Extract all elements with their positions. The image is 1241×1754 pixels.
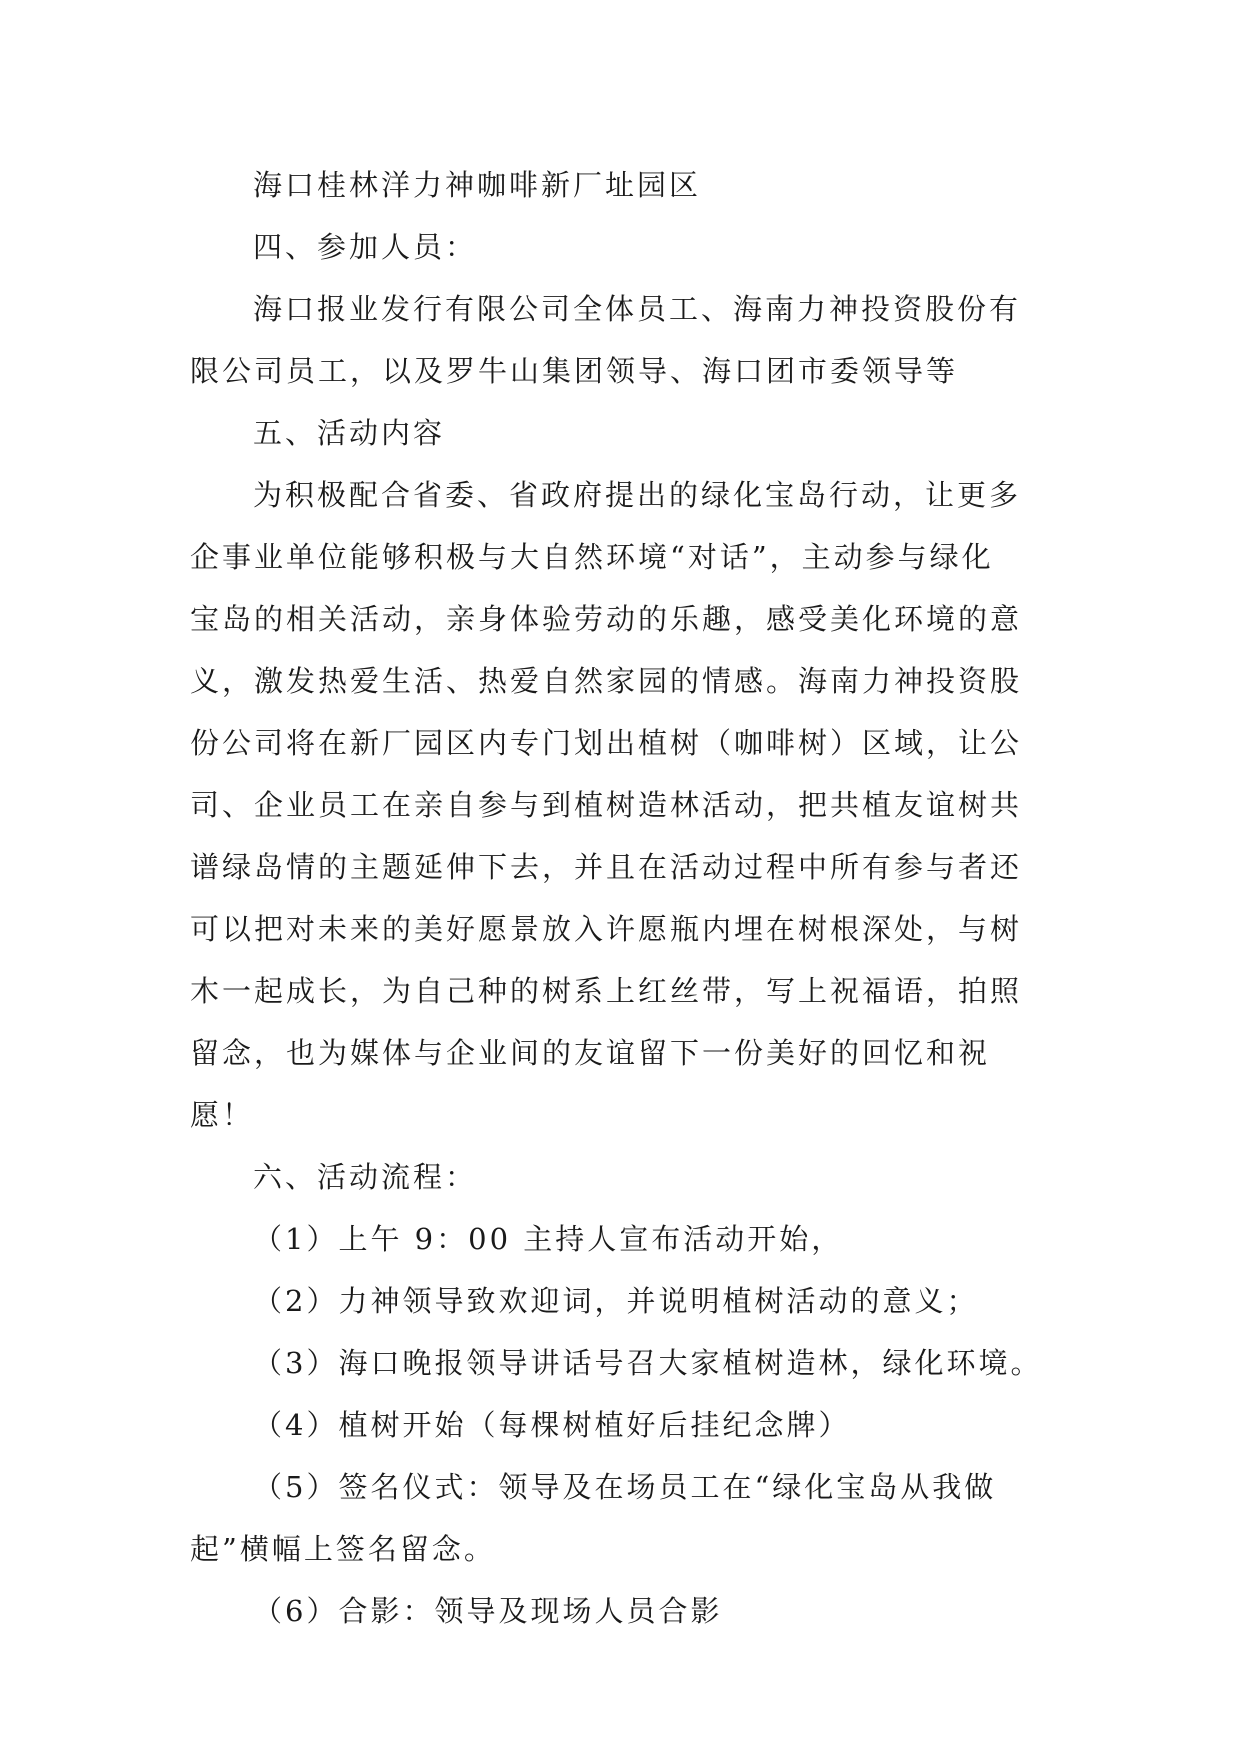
section-heading-process: 六、活动流程：: [253, 1160, 478, 1194]
process-step-3: （3）海口晚报领导讲话号召大家植树造林，绿化环境。: [253, 1346, 1043, 1380]
text-line-content-9: 木一起成长，为自己种的树系上红丝带，写上祝福语，拍照: [190, 974, 1023, 1008]
text-line-content-7: 谱绿岛情的主题延伸下去，并且在活动过程中所有参与者还: [190, 850, 1023, 884]
text-line-content-6: 司、企业员工在亲自参与到植树造林活动，把共植友谊树共: [190, 788, 1023, 822]
text-line-content-2: 企事业单位能够积极与大自然环境“对话”，主动参与绿化: [190, 540, 994, 574]
process-step-6: （6）合影：领导及现场人员合影: [253, 1594, 723, 1628]
text-line-content-1: 为积极配合省委、省政府提出的绿化宝岛行动，让更多: [253, 478, 1022, 512]
text-line-content-10: 留念，也为媒体与企业间的友谊留下一份美好的回忆和祝: [190, 1036, 991, 1070]
process-step-2: （2）力神领导致欢迎词，并说明植树活动的意义；: [253, 1284, 979, 1318]
process-step-4: （4）植树开始（每棵树植好后挂纪念牌）: [253, 1408, 851, 1442]
text-line-participants-2: 限公司员工，以及罗牛山集团领导、海口团市委领导等: [190, 354, 959, 388]
text-line-content-11: 愿！: [190, 1098, 255, 1132]
text-line-content-5: 份公司将在新厂园区内专门划出植树（咖啡树）区域，让公: [190, 726, 1023, 760]
process-step-5-continued: 起”横幅上签名留念。: [190, 1532, 496, 1566]
text-line-content-3: 宝岛的相关活动，亲身体验劳动的乐趣，感受美化环境的意: [190, 602, 1023, 636]
text-line-participants-1: 海口报业发行有限公司全体员工、海南力神投资股份有: [253, 292, 1022, 326]
process-step-1: （1）上午 9：00 主持人宣布活动开始，: [253, 1222, 844, 1256]
process-step-5: （5）签名仪式：领导及在场员工在“绿化宝岛从我做: [253, 1470, 997, 1504]
text-line-content-8: 可以把对未来的美好愿景放入许愿瓶内埋在树根深处，与树: [190, 912, 1023, 946]
text-line-1: 海口桂林洋力神咖啡新厂址园区: [253, 168, 702, 202]
text-line-content-4: 义，激发热爱生活、热爱自然家园的情感。海南力神投资股: [190, 664, 1023, 698]
section-heading-content: 五、活动内容: [253, 416, 446, 450]
section-heading-participants: 四、参加人员：: [253, 230, 478, 264]
